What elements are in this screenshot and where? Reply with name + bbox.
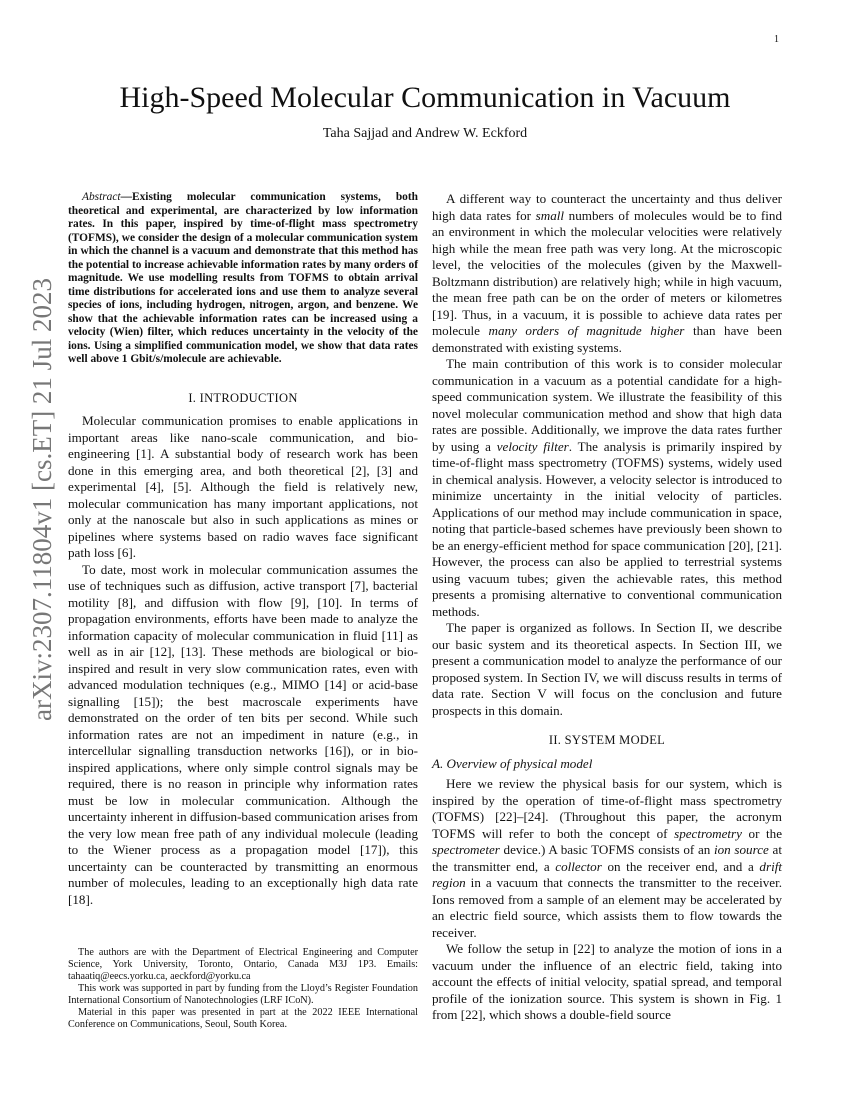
system-paragraph-1: Here we review the physical basis for our system, which is inspired by the operation of time-of-flight mass spectrometry (TOFMS) [22]–[24]. (Throughout this paper, the acronym TOFMS will refer to both the concept of spectrometry or the spectrometer device.) A basic TOFMS consists of an ion source at the transmitter end, a collector on the receiver end, and a drift region in a vacuum that connects the transmitter to the receiver. Ions removed from a sample of an element may be accelerated by an electric field source, which assists them to flow towards the receiver. [432,776,783,940]
footnote-affiliation: The authors are with the Department of Electrical Engineering and Computer Science, York University, Toronto, Ontario, Canada M3J 1P3. Emails: tahaatiq@eecs.yorku.ca, aeckford@yorku.ca [68,947,418,982]
footnotes [68,947,418,1031]
abstract-label: Abstract [82,191,121,203]
section-heading-introduction: I. INTRODUCTION [188,390,298,405]
intro-paragraph-1: Molecular communication promises to enable applications in important areas like nano-scale communication, and bio-engineering [1]. A substantial body of research work has been done in this emerging area, and both theoretical [2], [3] and experimental [4], [5]. Although the field is relatively new, molecular communication has many important applications, not only at the nanoscale but also in such applications as mines or pipelines where systems based on radio waves face significant path loss [6]. [68,413,418,560]
arxiv-identifier: arXiv:2307.11804v1 [cs.ET] 21 Jul 2023 [27,278,57,721]
page-number: 1 [774,34,779,45]
abstract [68,191,418,367]
section-heading-system-model: II. SYSTEM MODEL [548,733,666,747]
right-paragraph-3: The paper is organized as follows. In Section II, we describe our basic system and its theoretical aspects. In Section III, we present a communication model to analyze the performance of our proposed system. In Section IV, we will discuss results in terms of data rate. Section V will focus on the conclusion and future prospects in this domain. [432,620,782,718]
right-paragraph-2: The main contribution of this work is to consider molecular communication in a vacuum as a potential candidate for a high-speed communication system. We illustrate the feasibility of this novel molecular communication method and show that high data rates are possible. Additionally, we improve the data rates further by using a velocity filter. The analysis is primarily inspired by time-of-flight mass spectrometry (TOFMS) systems, widely used in chemical analysis. However, a velocity selector is introduced to minimize uncertainty in the initial velocity of particles. Applications of our method may include communication in space, noting that particle-based schemes have previously been shown to be an energy-efficient method for space communication [20], [21]. However, the process can also be applied to terrestrial systems using vacuum tubes; given the achievable rates, this method presents a promising alternative to conventional communication methods. [432,356,782,619]
subsection-heading-physical-model: A. Overview of physical model [432,755,593,771]
intro-paragraph-2: To date, most work in molecular communication assumes the use of techniques such as diffusion, active transport [7], bacterial motility [8], and diffusion with flow [9], [10]. In terms of propagation environments, efforts have been made to analyze the information capacity of molecular communication in fluid [11] as well as in air [12], [13]. These methods are biological or bio-inspired and result in very slow communication rates, even with advanced modulation techniques (e.g., MIMO [14] or acid-base signalling [15]); the best macroscale experiments have demonstrated on the order of ten bits per second. While such information rates are not an impediment in nature (e.g., in intercellular signalling transduction networks [16]), or in bio-inspired applications, where only simple control signals may be required, there is no reason in principle why information rates must be low in molecular communication. Although the uncertainty inherent in diffusion-based communication arises from the very low mean free path of any individual molecule (leading to the Wiener process as a propagation model [17]), this uncertainty can be counteracted by transmitting an enormous number of molecules, leading to an exceptionally high data rate [18]. [68,561,418,907]
system-paragraph-2: We follow the setup in [22] to analyze the motion of ions in a vacuum under the influence of an electric field, taking into account the effects of initial velocity, spatial spread, and temporal profile of the ionization source. This system is shown in Fig. 1 from [22], which shows a double-field source [432,941,782,1022]
footnote-conference: Material in this paper was presented in part at the 2022 IEEE International Conference on Communications, Seoul, South Korea. [68,1007,418,1030]
abstract-text: —Existing molecular communication systems, both theoretical and experimental, are characterized by low information rates. In this paper, inspired by time-of-flight mass spectrometry (TOFMS), we consider the design of a molecular communication system in which the channel is a vacuum and demonstrate that this method has the potential to increase achievable information rates by many orders of magnitude. We use modelling results from TOFMS to obtain arrival time distributions for accelerated ions and use them to analyze several species of ions, including hydrogen, nitrogen, argon, and benzene. We show that the achievable information rates can be increased using a velocity (Wien) filter, which reduces uncertainty in the velocity of the ions. Using a simplified communication model, we show that data rates well above 1 Gbit/s/molecule are achievable. [68,191,418,365]
right-column [432,191,782,1024]
footnote-funding: This work was supported in part by funding from the Lloyd’s Register Foundation International Consortium of Nanotechnologies (LRF ICoN). [68,983,418,1006]
right-paragraph-1: A different way to counteract the uncertainty and thus deliver high data rates for small numbers of molecules would be to find an environment in which the molecular velocities were relatively high while the mean free path was very long. At the microscopic level, the velocities of the molecules (given by the Maxwell-Boltzmann distribution) are relatively high; while in high vacuum, the mean free path can be on the order of meters or kilometres [19]. Thus, in a vacuum, it is possible to achieve data rates per molecule many orders of magnitude higher than have been demonstrated with existing systems. [432,191,782,355]
paper-authors: Taha Sajjad and Andrew W. Eckford [322,126,528,141]
left-column [68,191,418,908]
paper-title: High-Speed Molecular Communication in Vacuum [119,81,731,114]
